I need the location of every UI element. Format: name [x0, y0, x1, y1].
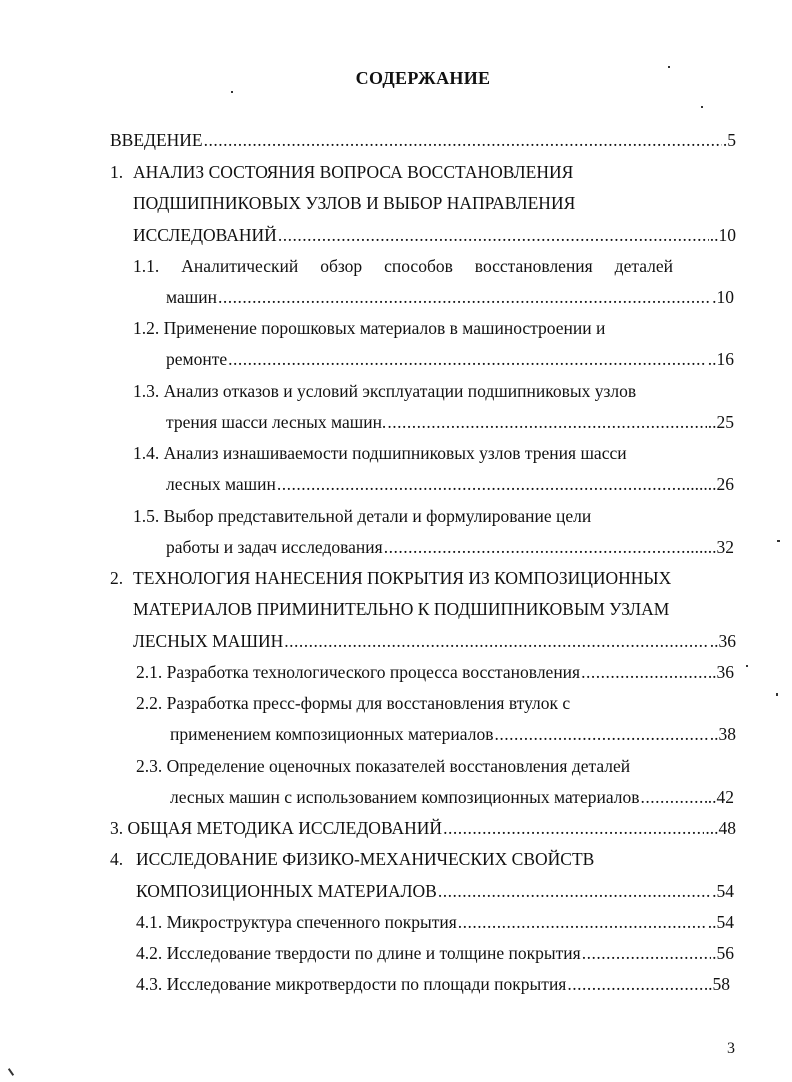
toc-section-3: 3. ОБЩАЯ МЕТОДИКА ИССЛЕДОВАНИЙ ..... ...48 — [110, 816, 736, 840]
toc-entry-intro — [110, 128, 736, 152]
toc-entry-2-3-line2: лесных машин с использованием композиционных материалов ..... ..42 — [170, 785, 734, 809]
toc-entry-2-1: 2.1. Разработка технологического процесса восстановления ..... .36 — [136, 660, 734, 684]
toc-page-number: ..25 — [707, 412, 734, 432]
toc-section-2-line2: МАТЕРИАЛОВ ПРИМИНИТЕЛЬНО К ПОДШИПНИКОВЫМ УЗЛАМ — [133, 599, 670, 619]
toc-page-number: ..42 — [707, 787, 734, 807]
toc-entry-1-2-line2: ремонте ..... ..16 — [166, 347, 734, 371]
toc-section-1-line2: ПОДШИПНИКОВЫХ УЗЛОВ И ВЫБОР НАПРАВЛЕНИЯ — [133, 193, 576, 213]
leader-dots — [277, 472, 681, 496]
toc-page-number: ...48 — [705, 818, 736, 838]
toc-page-number: ..36 — [709, 631, 736, 651]
leader-dots — [458, 910, 707, 934]
scan-speck — [668, 66, 670, 68]
scan-speck — [746, 665, 748, 667]
toc-entry-1-3-line1: 1.3. Анализ отказов и условий эксплуатации подшипниковых узлов — [133, 381, 637, 401]
leader-dots — [438, 879, 711, 903]
toc-entry-4-2: 4.2. Исследование твердости по длине и толщине покрытия ..... .56 — [136, 941, 734, 965]
toc-page-number: ........26 — [681, 474, 734, 494]
leader-dots — [278, 223, 709, 247]
toc-section-2-line1: ТЕХНОЛОГИЯ НАНЕСЕНИЯ ПОКРЫТИЯ ИЗ КОМПОЗИЦИОННЫХ — [133, 568, 672, 588]
toc-entry-1-5-line1: 1.5. Выбор представительной детали и формулирование цели — [133, 506, 592, 526]
leader-dots — [384, 535, 685, 559]
toc-section-4-number: 4. — [110, 849, 124, 869]
scan-speck — [776, 693, 778, 696]
page-title: СОДЕРЖАНИЕ — [355, 68, 491, 88]
toc-entry-2-3-line1: 2.3. Определение оценочных показателей восстановления деталей — [136, 756, 631, 776]
toc-page-number: .58 — [708, 974, 730, 994]
toc-page-number: .10 — [712, 287, 734, 307]
scan-speck — [777, 540, 780, 542]
leader-dots — [581, 660, 711, 684]
scan-speck — [231, 91, 233, 93]
toc-page-number: .5 — [722, 130, 736, 150]
toc-page-number: .54 — [712, 881, 734, 901]
leader-dots — [582, 941, 711, 965]
toc-entry-2-2-line1: 2.2. Разработка пресс-формы для восстановления втулок с — [136, 693, 571, 713]
leader-dots — [567, 972, 707, 996]
toc-entry-1-1-line2: машин ..... .10 — [166, 285, 734, 309]
toc-entry-1-2-line1: 1.2. Применение порошковых материалов в машиностроении и — [133, 318, 606, 338]
toc-section-4-line1: ИССЛЕДОВАНИЕ ФИЗИКО-МЕХАНИЧЕСКИХ СВОЙСТВ — [136, 849, 595, 869]
toc-page-number: ..54 — [707, 912, 734, 932]
toc-entry-1-5-line2: работы и задач исследования ..... .......32 — [166, 535, 734, 559]
toc-page-number: .36 — [712, 662, 734, 682]
toc-page-number: .56 — [712, 943, 734, 963]
toc-entry-1-4-line1: 1.4. Анализ изнашиваемости подшипниковых узлов трения шасси — [133, 443, 627, 463]
leader-dots — [284, 629, 708, 653]
toc-entry-text: ВВЕДЕНИЕ — [110, 130, 203, 150]
leader-dots — [387, 410, 706, 434]
toc-entry-1-3-line2: трения шасси лесных машин. ..... ..25 — [166, 410, 734, 434]
toc-section-1-line1: АНАЛИЗ СОСТОЯНИЯ ВОПРОСА ВОССТАНОВЛЕНИЯ — [133, 162, 574, 182]
leader-dots — [218, 285, 711, 309]
page-number: 3 — [727, 1040, 735, 1057]
toc-section-1-line3: ИССЛЕДОВАНИЙ ..... ..10 — [133, 223, 736, 247]
scan-speck — [8, 1068, 14, 1076]
toc-page-number: ..10 — [709, 225, 736, 245]
leader-dots — [494, 722, 708, 746]
toc-entry-1-4-line2: лесных машин ..... ........26 — [166, 472, 734, 496]
toc-page-number: ..16 — [707, 349, 734, 369]
toc-section-2-number: 2. — [110, 568, 124, 588]
toc-page-number: ..38 — [709, 724, 736, 744]
toc-page-number: .......32 — [685, 537, 734, 557]
leader-dots — [443, 816, 704, 840]
toc-entry-4-1: 4.1. Микроструктура спеченного покрытия ..... ..54 — [136, 910, 734, 934]
toc-section-2-line3: ЛЕСНЫХ МАШИН ..... ..36 — [133, 629, 736, 653]
toc-section-4-line2: КОМПОЗИЦИОННЫХ МАТЕРИАЛОВ ..... .54 — [136, 879, 734, 903]
leader-dots — [641, 785, 707, 809]
toc-entry-4-3: 4.3. Исследование микротвердости по площади покрытия ..... .58 — [136, 972, 730, 996]
scan-speck — [701, 106, 703, 108]
toc-entry-2-2-line2: применением композиционных материалов ..... ..38 — [170, 722, 736, 746]
leader-dots — [204, 128, 722, 152]
toc-section-1-number: 1. — [110, 162, 124, 182]
toc-entry-1-1-line1: 1.1. Аналитический обзор способов восстановления деталей — [133, 256, 673, 276]
leader-dots — [228, 347, 707, 371]
